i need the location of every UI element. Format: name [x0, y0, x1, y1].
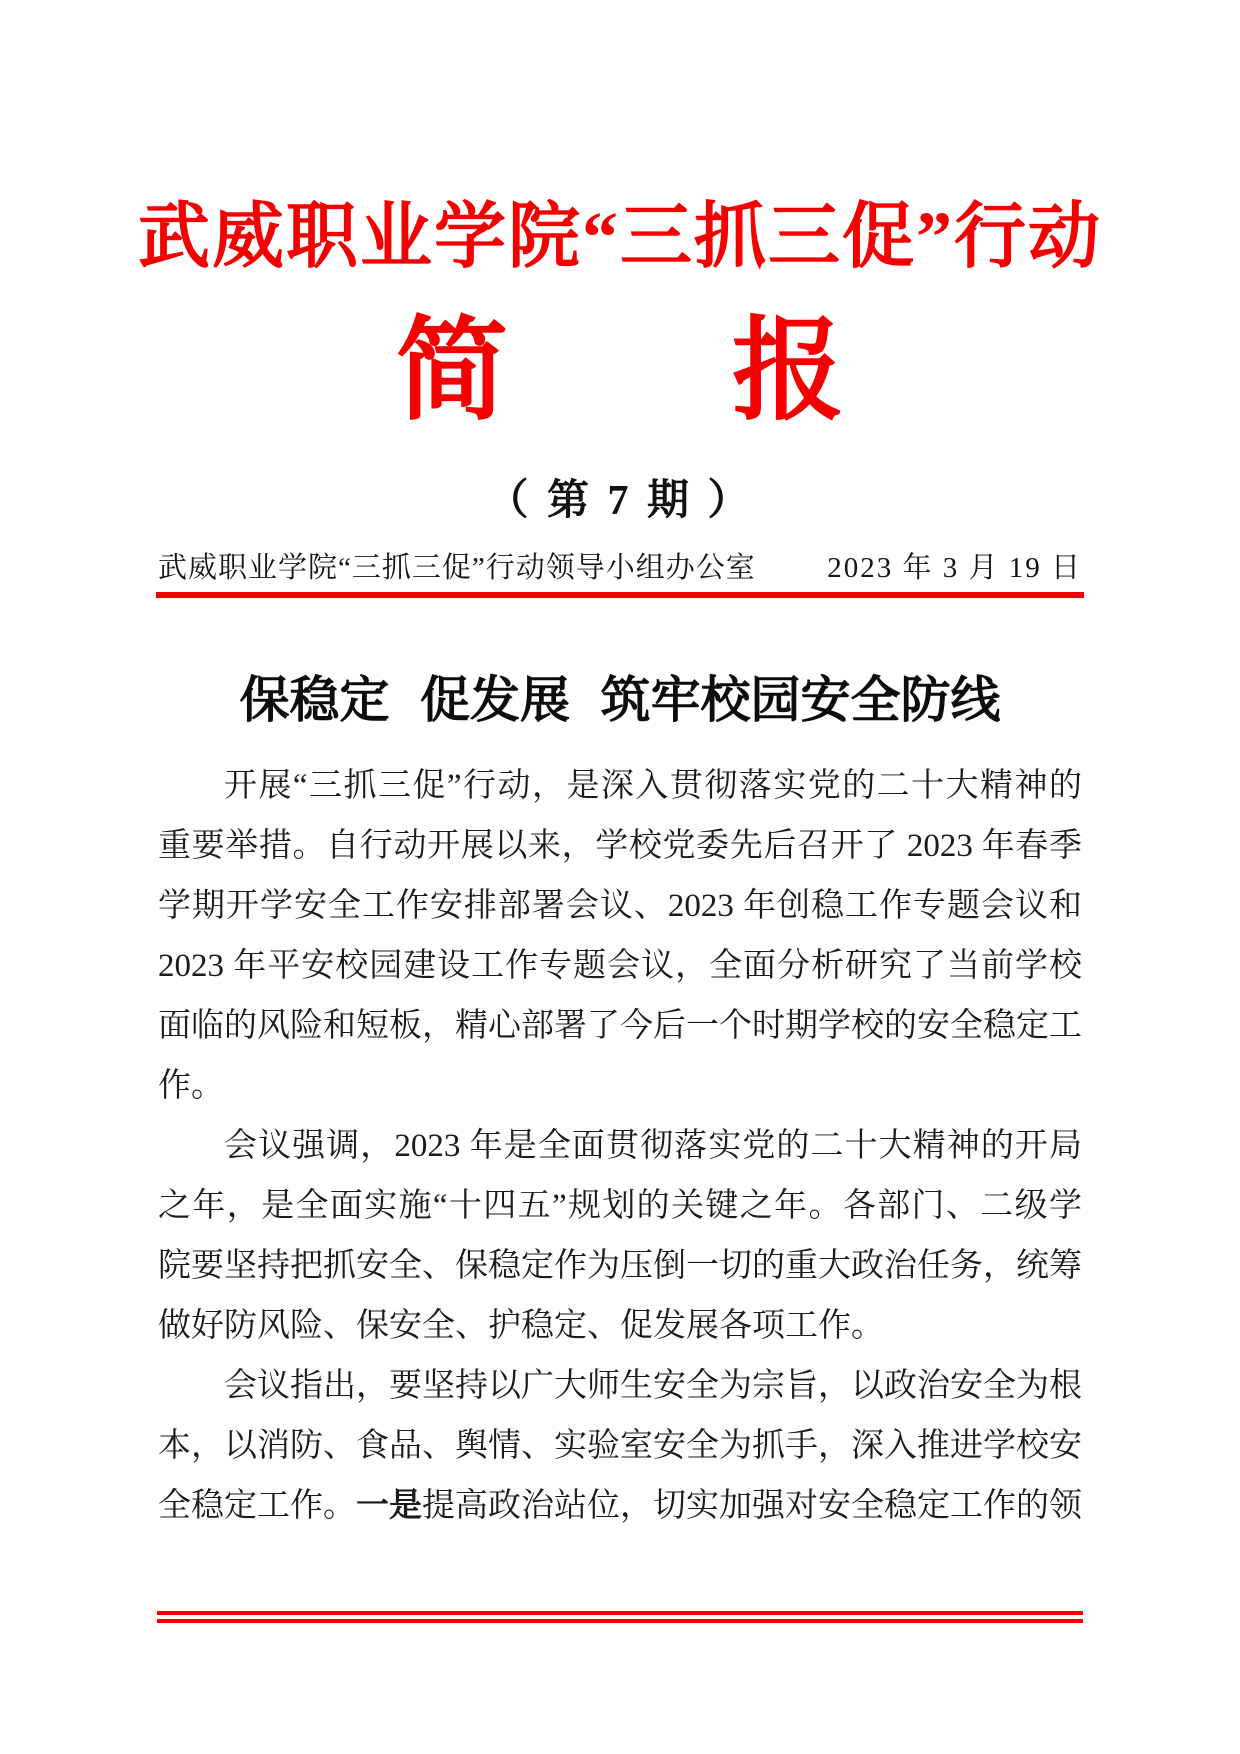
bold-emphasis: 一是	[356, 1488, 422, 1524]
body-text-segment: 全稳定工作。	[158, 1488, 356, 1524]
body-text-segment: 面临的风险和短板，精心部署了今后一个时期学校的安全稳定工	[158, 1008, 1082, 1044]
masthead-row	[158, 548, 1082, 588]
body-text-segment: 学期开学安全工作安排部署会议、2023 年创稳工作专题会议和	[158, 888, 1082, 924]
red-divider-rule	[156, 592, 1084, 598]
article-headline: 保稳定 促发展 筑牢校园安全防线	[239, 672, 1001, 728]
body-text-segment: 做好防风险、保安全、护稳定、促发展各项工作。	[158, 1308, 884, 1344]
body-line	[158, 996, 1082, 1056]
body-text-segment: 院要坚持把抓安全、保稳定作为压倒一切的重大政治任务，统筹	[158, 1248, 1082, 1284]
body-line	[158, 1416, 1082, 1476]
issue-date: 2023 年 3 月 19 日	[827, 552, 1082, 584]
body-line	[158, 1176, 1082, 1236]
body-text-segment: 本，以消防、食品、舆情、实验室安全为抓手，深入推进学校安	[158, 1428, 1082, 1464]
body-line	[158, 1356, 1082, 1416]
body-line	[158, 1296, 1082, 1356]
article-body	[158, 756, 1082, 1536]
bottom-double-rule	[157, 1611, 1083, 1624]
body-text-segment: 2023 年平安校园建设工作专题会议，全面分析研究了当前学校	[158, 948, 1082, 984]
bottom-rule-top	[157, 1611, 1083, 1615]
body-text-segment: 开展“三抓三促”行动，是深入贯彻落实党的二十大精神的	[224, 768, 1082, 804]
masthead-title-line2: 简 报	[396, 310, 844, 434]
masthead-title-line1: 武威职业学院“三抓三促”行动	[137, 197, 1102, 277]
body-text-segment: 作。	[158, 1068, 224, 1104]
body-line	[158, 936, 1082, 996]
body-text-segment: 会议指出，要坚持以广大师生安全为宗旨，以政治安全为根	[224, 1368, 1082, 1404]
body-text-segment: 提高政治站位，切实加强对安全稳定工作的领	[422, 1488, 1082, 1524]
body-line	[158, 876, 1082, 936]
bottom-rule-bottom	[157, 1619, 1083, 1623]
body-line	[158, 1476, 1082, 1536]
body-text-segment: 之年，是全面实施“十四五”规划的关键之年。各部门、二级学	[158, 1188, 1082, 1224]
body-line	[158, 816, 1082, 876]
body-text-segment: 重要举措。自行动开展以来，学校党委先后召开了 2023 年春季	[158, 828, 1082, 864]
body-line	[158, 1236, 1082, 1296]
body-line	[158, 1056, 1082, 1116]
body-line	[158, 756, 1082, 816]
body-text-segment: 会议强调，2023 年是全面贯彻落实党的二十大精神的开局	[224, 1128, 1082, 1164]
issue-number: （ 第 7 期 ）	[486, 478, 754, 524]
body-line	[158, 1116, 1082, 1176]
issuer-name: 武威职业学院“三抓三促”行动领导小组办公室	[158, 552, 756, 584]
